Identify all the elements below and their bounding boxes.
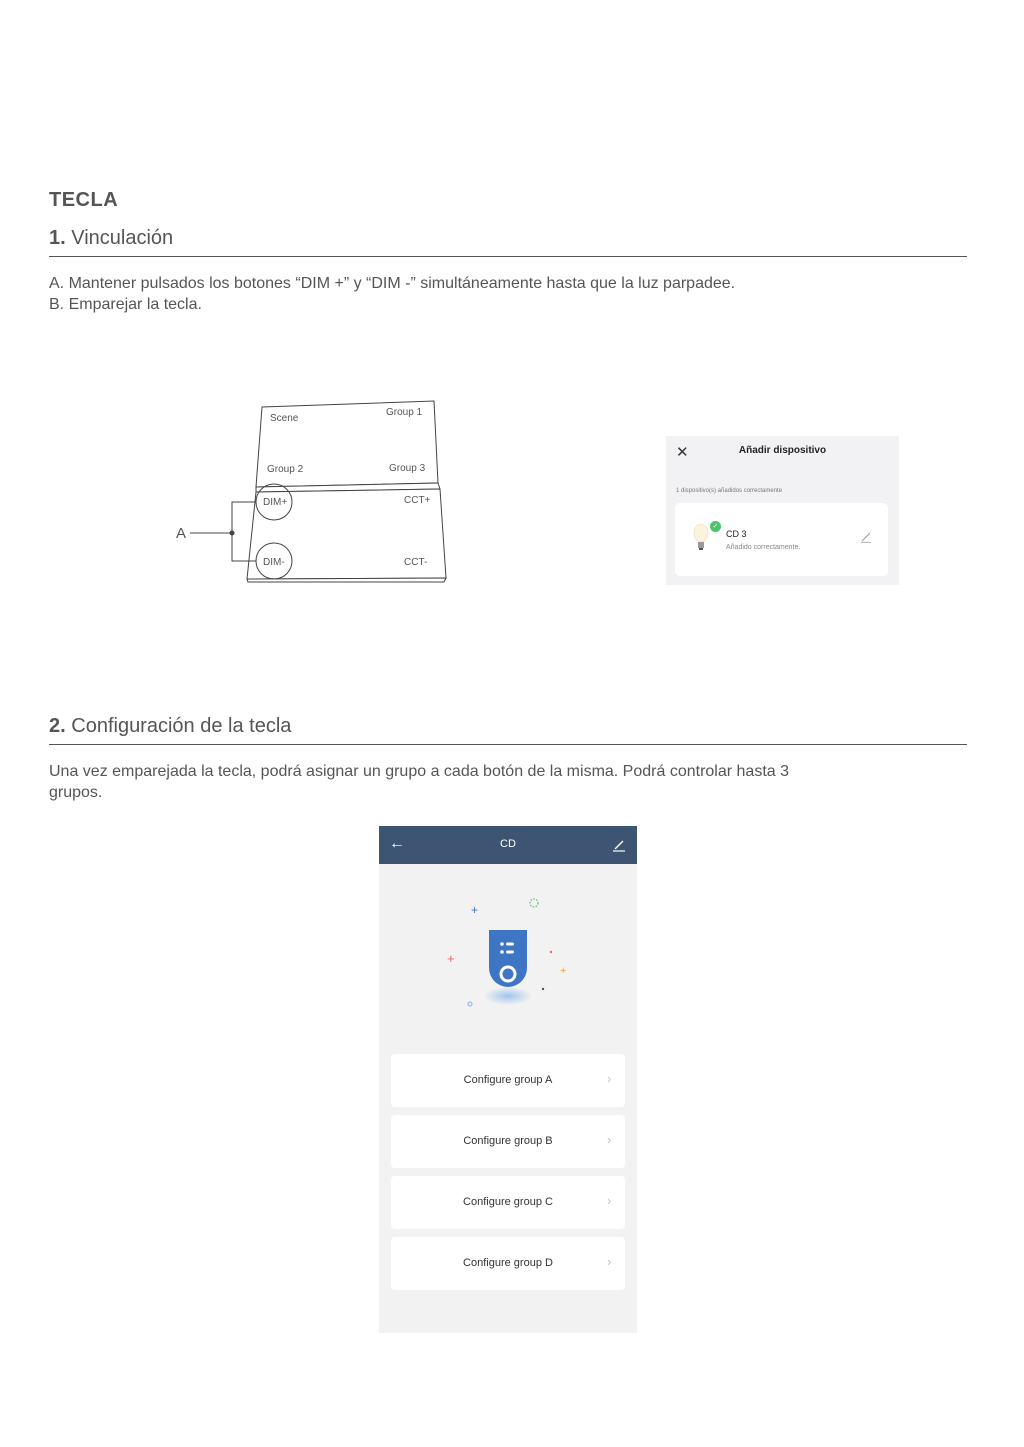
- configure-group-label: Configure group A: [463, 1074, 553, 1086]
- label-dim-minus: DIM-: [263, 557, 285, 568]
- edit-icon[interactable]: [612, 838, 626, 852]
- app-title: CD: [500, 838, 516, 850]
- chevron-right-icon: ›: [607, 1132, 612, 1147]
- configure-group-label: Configure group B: [463, 1135, 553, 1147]
- chevron-right-icon: ›: [607, 1071, 612, 1086]
- remote-icon: [489, 930, 527, 987]
- add-device-title: Añadir dispositivo: [738, 445, 827, 456]
- configure-group-a[interactable]: [391, 1054, 625, 1107]
- switch-diagram: [170, 395, 460, 595]
- check-icon: ✓: [710, 521, 721, 532]
- label-dim-plus: DIM+: [263, 497, 288, 508]
- section-title: Vinculación: [71, 227, 174, 249]
- app-screen: [379, 826, 637, 1333]
- app-header: [379, 826, 637, 864]
- label-group2: Group 2: [267, 464, 304, 475]
- section-heading-configuracion: [49, 715, 967, 745]
- add-device-screen: [666, 436, 899, 585]
- section-heading-vinculacion: [49, 227, 967, 257]
- device-card[interactable]: [675, 503, 888, 576]
- label-group1: Group 1: [386, 407, 423, 418]
- back-arrow-icon[interactable]: ←: [389, 835, 405, 852]
- edit-icon[interactable]: [860, 531, 872, 543]
- label-group3: Group 3: [389, 463, 426, 474]
- device-name: CD 3: [726, 529, 747, 539]
- added-count-text: 1 dispositivo(s) añadidos correctamente: [676, 488, 783, 494]
- section-title: Configuración de la tecla: [71, 715, 292, 737]
- configure-group-d[interactable]: [391, 1237, 625, 1290]
- chevron-right-icon: ›: [607, 1193, 612, 1208]
- instruction-a: A. Mantener pulsados los botones “DIM +” y “DIM -” simultáneamente hasta que la luz parpadee.: [49, 275, 736, 292]
- label-cct-minus: CCT-: [404, 557, 428, 568]
- chevron-right-icon: ›: [607, 1254, 612, 1269]
- label-cct-plus: CCT+: [404, 495, 431, 506]
- svg-text:+: +: [471, 903, 479, 917]
- config-description: Una vez emparejada la tecla, podrá asignar un grupo a cada botón de la misma. Podrá controlar hasta 3 grupos.: [49, 763, 789, 801]
- svg-text:+: +: [447, 951, 455, 966]
- svg-text:+: +: [560, 965, 567, 977]
- bulb-icon: [692, 523, 710, 553]
- instruction-b: B. Emparejar la tecla.: [49, 296, 202, 313]
- label-scene: Scene: [270, 413, 299, 424]
- section-number: 2.: [49, 715, 66, 737]
- instructions: [49, 273, 735, 315]
- page-title: TECLA: [49, 189, 119, 211]
- configure-group-label: Configure group C: [463, 1196, 553, 1208]
- device-status: Añadido correctamente.: [726, 544, 801, 551]
- section-number: 1.: [49, 227, 66, 249]
- remote-illustration: [379, 886, 637, 1026]
- configure-group-c[interactable]: [391, 1176, 625, 1229]
- close-icon[interactable]: ✕: [676, 444, 689, 461]
- callout-a: A: [176, 525, 187, 542]
- configure-group-label: Configure group D: [463, 1257, 553, 1269]
- configure-group-b[interactable]: [391, 1115, 625, 1168]
